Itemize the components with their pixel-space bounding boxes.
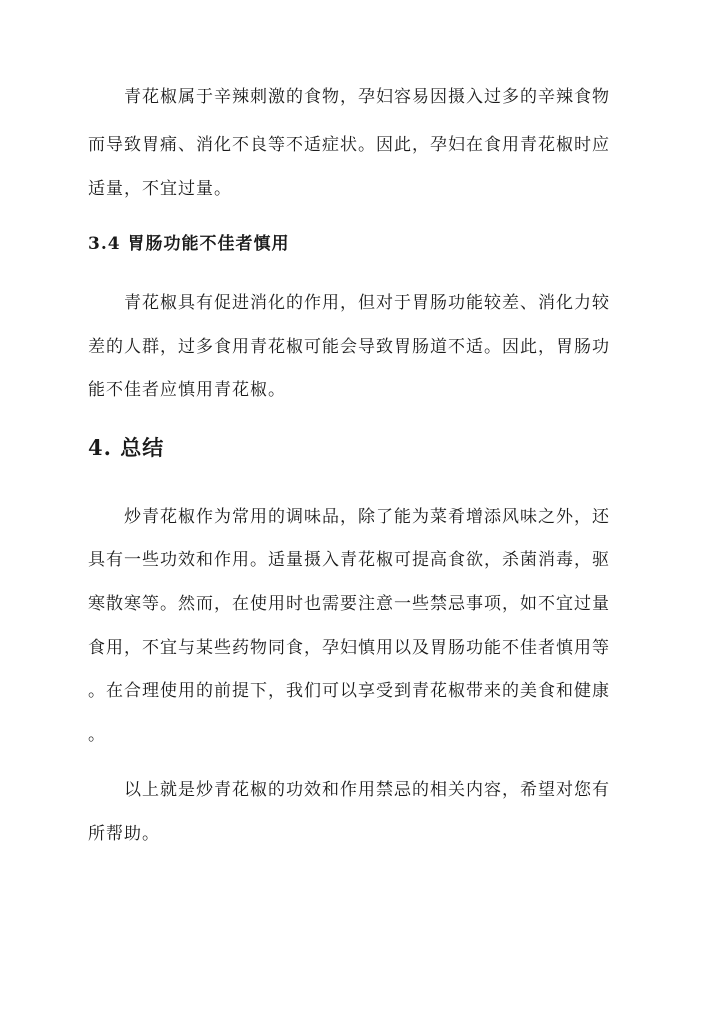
text-line: 差的人群，过多食用青花椒可能会导致胃肠道不适。因此，胃肠功 (88, 337, 610, 357)
text-line: 适量，不宜过量。 (88, 179, 232, 199)
text-line: 具有一些功效和作用。适量摄入青花椒可提高食欲，杀菌消毒，驱 (88, 550, 610, 570)
text-line: 寒散寒等。然而，在使用时也需要注意一些禁忌事项，如不宜过量 (88, 594, 610, 614)
text-line: 。 (88, 725, 106, 745)
text-line: 青花椒属于辛辣刺激的食物，孕妇容易因摄入过多的辛辣食物 (124, 87, 610, 107)
text-line: 食用，不宜与某些药物同食，孕妇慎用以及胃肠功能不佳者慎用等 (88, 638, 610, 658)
text-line: 。在合理使用的前提下，我们可以享受到青花椒带来的美食和健康 (88, 681, 610, 701)
section-heading-4: 4. 总结 (88, 435, 165, 460)
text-line: 以上就是炒青花椒的功效和作用禁忌的相关内容，希望对您有 (124, 780, 610, 800)
text-line: 炒青花椒作为常用的调味品，除了能为菜肴增添风味之外，还 (124, 507, 610, 527)
section-heading-3-4: 3.4 胃肠功能不佳者慎用 (88, 234, 290, 254)
text-line: 能不佳者应慎用青花椒。 (88, 380, 286, 400)
text-line: 而导致胃痛、消化不良等不适症状。因此，孕妇在食用青花椒时应 (88, 135, 610, 155)
text-line: 青花椒具有促进消化的作用，但对于胃肠功能较差、消化力较 (124, 293, 610, 313)
text-line: 所帮助。 (88, 824, 160, 844)
